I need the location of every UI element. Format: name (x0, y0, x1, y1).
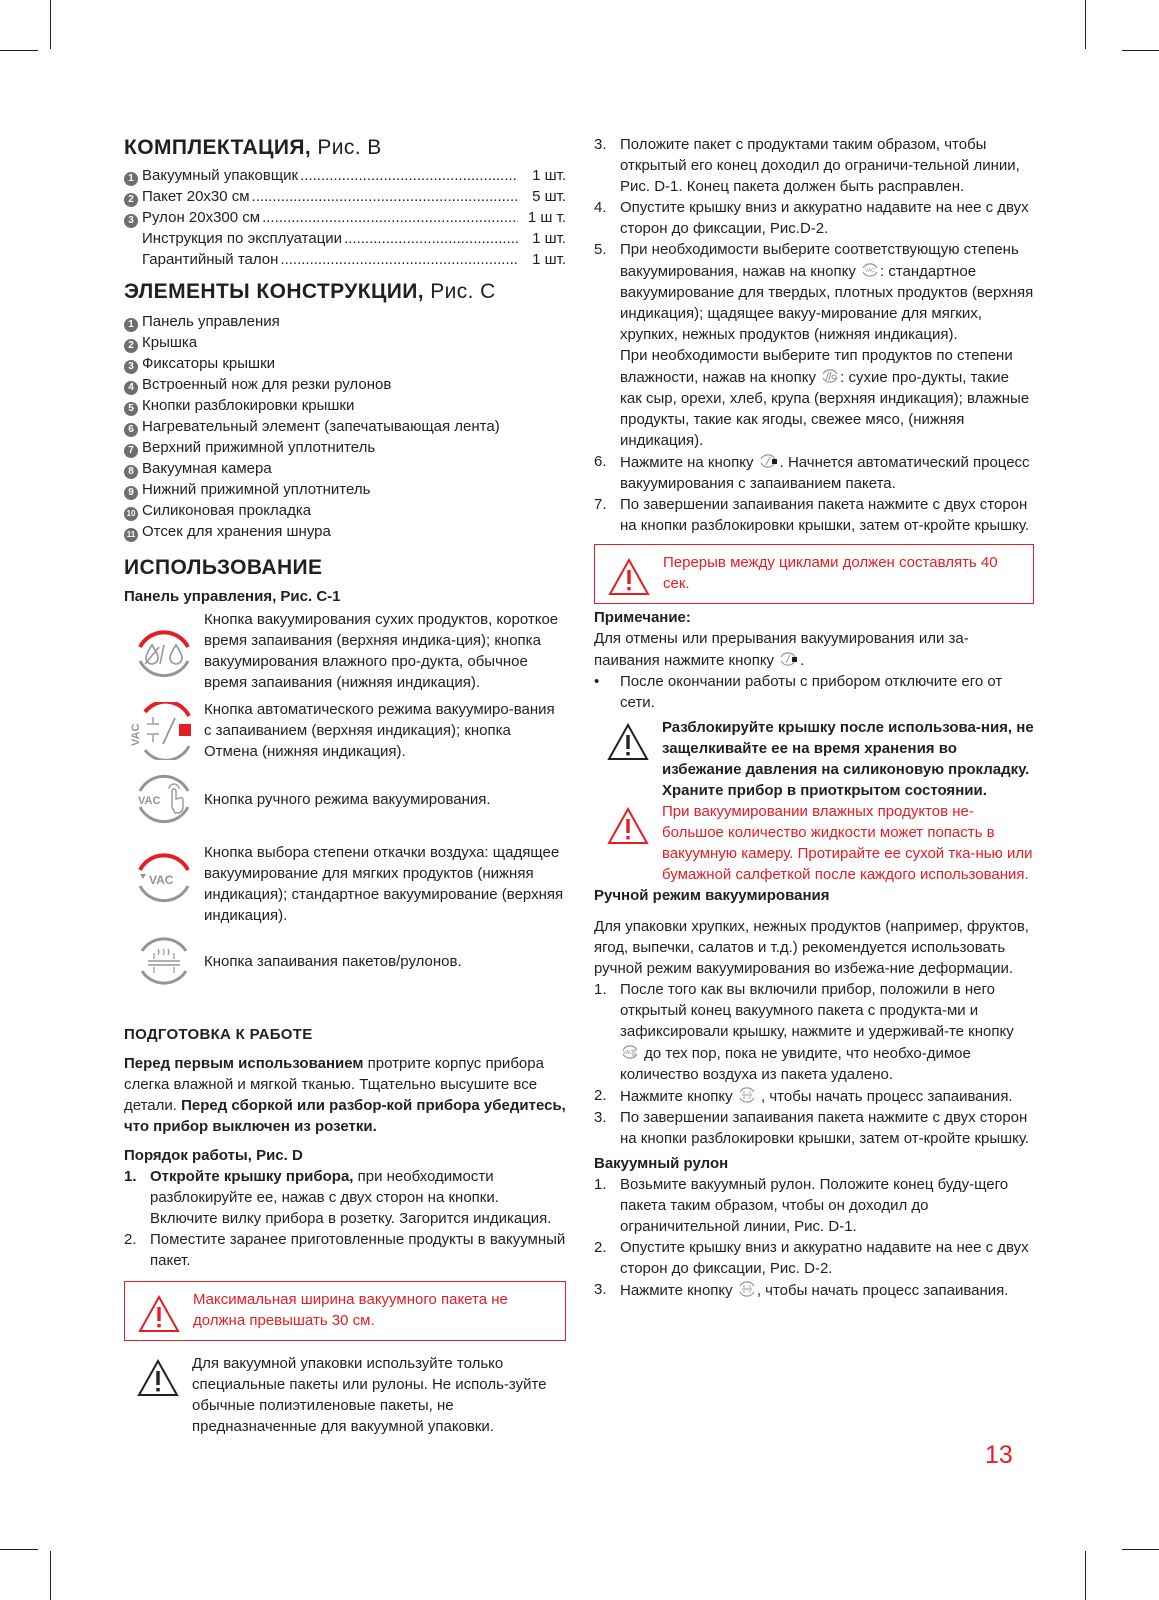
crop-mark (0, 1549, 38, 1550)
seal-icon (737, 1085, 757, 1105)
svg-text:VAC: VAC (623, 1050, 633, 1056)
step-item: 2. Опустите крышку вниз и аккуратно надавите на нее с двух сторон до фиксации, Рис. D-2. (594, 1239, 1029, 1277)
svg-text:VAC: VAC (149, 873, 174, 887)
construction-heading: ЭЛЕМЕНТЫ КОНСТРУКЦИИ, Рис. С (124, 280, 496, 303)
warning-box: Перерыв между циклами должен составлять 40 сек. (594, 544, 1034, 604)
inventory-item: 1 Вакуумный упаковщик ..... 1 шт. (124, 165, 566, 186)
warning-icon (137, 1359, 179, 1397)
step-item: 4. Опустите крышку вниз и аккуратно надавите на нее с двух сторон до фиксации, Рис.D-2. (594, 199, 1029, 237)
construction-item: 3 Фиксаторы крышки (124, 353, 566, 374)
note-heading: Примечание: (594, 609, 691, 626)
crop-mark (1085, 0, 1086, 49)
step-item: 1. После того как вы включили прибор, положили в него открытый конец вакуумного пакета с продукта-ми и зафиксировали крышку, нажмите и удерживай-те кнопку VAC до тех пор, пока не увидите, что необхо-димое количество воздуха из пакета удалено. (594, 981, 1014, 1083)
bullet-item: • После окончании работы с прибором отключите его от сети. (594, 673, 1003, 711)
step-item: 2. Поместите заранее приготовленные продукты в вакуумный пакет. (124, 1231, 566, 1269)
crop-mark (50, 1551, 51, 1600)
warning-icon (138, 1295, 180, 1333)
auto-vac-icon (758, 451, 780, 471)
crop-mark (0, 50, 38, 51)
item-number-badge: 1 (124, 172, 138, 186)
inventory-item: 2 Пакет 20х30 см ..... 5 шт. (124, 186, 566, 207)
inventory-heading: КОМПЛЕКТАЦИЯ, Рис. B (124, 136, 382, 159)
vac-level-icon (860, 260, 880, 280)
svg-text:VAC: VAC (138, 795, 161, 807)
dry-moist-icon (820, 366, 840, 386)
construction-item: 9 Нижний прижимной уплотнитель (124, 479, 566, 500)
crop-mark (1122, 1549, 1159, 1550)
step-item: 1. Возьмите вакуумный рулон. Положите конец буду-щего пакета таким образом, чтобы он доходил до ограничительной линии, Рис. D-1. (594, 1176, 1009, 1235)
warning-note: Разблокируйте крышку после использова-ния, не защелкивайте ее на время хранения во избежание давления на силиконовую прокладку. Храните прибор в приоткрытом состоянии. (594, 717, 1034, 801)
left-column (124, 134, 566, 1437)
warning-note: При вакуумировании влажных продуктов не-большое количество жидкости может попасть в вакуумную камеру. Протирайте ее сухой тка-нью или бумажной салфеткой после каждого использования. (594, 801, 1034, 885)
svg-text:VAC: VAC (865, 268, 875, 274)
svg-text:VAC: VAC (130, 723, 142, 746)
construction-item: 10 Силиконовая прокладка (124, 500, 566, 521)
item-number-badge: 3 (124, 214, 138, 228)
step-item: 5. При необходимости выберите соответствующую степень вакуумирования, нажав на кнопку VAC : стандартное вакуумирование для твердых, плотных продуктов (верхняя индикация); щадящее вакуу-мирование для мягких, хрупких, нежных продуктов (нижняя индикация). При необходимости выберите тип продуктов по степени влажности, нажав на кнопку : сухие про-дукты, такие как сыр, орехи, хлеб, крупа (верхняя индикация); влажные продукты, такие как ягоды, свежее мясо, (нижняя индикация). (594, 241, 1034, 449)
construction-item: 1 Панель управления (124, 311, 566, 332)
panel-subheading: Панель управления, Рис. С-1 (124, 588, 341, 605)
construction-item: 6 Нагревательный элемент (запечатывающая лента) (124, 416, 566, 437)
panel-item: VAC Кнопка автоматического режима вакуумиро-вания с запаиванием (верхняя индикация); кнопка Отмена (нижняя индикация). (130, 701, 555, 760)
step-item: 6. Нажмите на кнопку . Начнется автоматический процесс вакуумирования с запаиванием пакета. (594, 453, 1030, 492)
seal-icon (737, 1279, 757, 1299)
construction-item: 11 Отсек для хранения шнура (124, 521, 566, 542)
order-heading: Порядок работы, Рис. D (124, 1147, 303, 1164)
construction-item: 8 Вакуумная камера (124, 458, 566, 479)
step-item: 3. Нажмите кнопку , чтобы начать процесс запаивания. (594, 1281, 1009, 1299)
warning-icon (607, 807, 649, 845)
roll-heading: Вакуумный рулон (594, 1155, 729, 1172)
inventory-item: Гарантийный талон ..... 1 шт. (124, 249, 566, 270)
warning-icon (607, 723, 649, 761)
panel-item: VAC Кнопка выбора степени откачки воздуха: щадящее вакуумирование для мягких продуктов (нижняя индикация); стандартное вакуумирование (верхняя индикация). (124, 840, 566, 926)
step-item: 3. По завершении запаивания пакета нажмите с двух сторон на кнопки разблокировки крышки, затем от-кройте крышку. (594, 1109, 1030, 1147)
construction-item: 5 Кнопки разблокировки крышки (124, 395, 566, 416)
construction-item: 4 Встроенный нож для резки рулонов (124, 374, 566, 395)
warning-note: Для вакуумной упаковки используйте только специальные пакеты или рулоны. Не исполь-зуйте обычные полиэтиленовые пакеты, не предназначенные для вакуумной упаковки. (124, 1353, 566, 1437)
step-item: 7. По завершении запаивания пакета нажмите с двух сторон на кнопки разблокировки крышки, затем от-кройте крышку. (594, 496, 1030, 534)
step-item: 2. Нажмите кнопку , чтобы начать процесс запаивания. (594, 1087, 1013, 1105)
manual-heading: Ручной режим вакуумирования (594, 887, 830, 904)
prep-heading: ПОДГОТОВКА К РАБОТЕ (124, 1026, 313, 1043)
crop-mark (1122, 50, 1159, 51)
crop-mark (1085, 1551, 1086, 1600)
construction-list (124, 311, 566, 542)
panel-item: Кнопка вакуумирования сухих продуктов, короткое время запаивания (верхняя индика-ция); кнопка вакуумирования влажного про-дукта, обычное время запаивания (нижняя индикация). (124, 608, 566, 698)
inventory-item: Инструкция по эксплуатации ..... 1 шт. (124, 228, 566, 249)
seal-icon (132, 929, 196, 993)
usage-heading: ИСПОЛЬЗОВАНИЕ (124, 556, 323, 579)
auto-vac-icon (129, 702, 199, 760)
construction-item: 2 Крышка (124, 332, 566, 353)
manual-vac-icon (132, 767, 196, 831)
page-number: 13 (985, 1441, 1013, 1469)
right-column (594, 134, 1034, 1301)
dry-moist-icon (132, 621, 196, 685)
manual-intro: Для упаковки хрупких, нежных продуктов (например, фруктов, ягод, выпечки, салатов и т.д.) рекомендуется использовать ручной режим вакуумирования во избежа-ние деформации. (594, 918, 1029, 977)
panel-item: Кнопка запаивания пакетов/рулонов. (124, 928, 566, 994)
panel-item: VAC Кнопка ручного режима вакуумирования. (124, 764, 566, 834)
inventory-list (124, 165, 566, 270)
step-item: 3. Положите пакет с продуктами таким образом, чтобы открытый его конец доходил до ограничи-тельной линии, Рис. D-1. Конец пакета должен быть расправлен. (594, 136, 1020, 195)
note-paragraph: Для отмены или прерывания вакуумирования или за-паивания нажмите кнопку . (594, 630, 969, 669)
item-number-badge: 2 (124, 193, 138, 207)
construction-item: 7 Верхний прижимной уплотнитель (124, 437, 566, 458)
warning-box: Максимальная ширина вакуумного пакета не должна превышать 30 см. (124, 1281, 566, 1341)
inventory-item: 3 Рулон 20х300 см ..... 1 ш т. (124, 207, 566, 228)
manual-vac-icon (620, 1042, 640, 1062)
vac-level-icon (132, 846, 196, 910)
step-item: 1. Откройте крышку прибора, при необходимости разблокируйте ее, нажав с двух сторон на кнопки. Включите вилку прибора в розетку. Загорится индикация. (124, 1168, 552, 1227)
prep-paragraph: Перед первым использованием протрите корпус прибора слегка влажной и мягкой тканью. Тщательно высушите все детали. Перед сборкой или разбор-кой прибора убедитесь, что прибор выключен из розетки. (124, 1055, 566, 1135)
auto-vac-icon (778, 649, 800, 669)
crop-mark (50, 0, 51, 49)
warning-icon (608, 558, 650, 596)
